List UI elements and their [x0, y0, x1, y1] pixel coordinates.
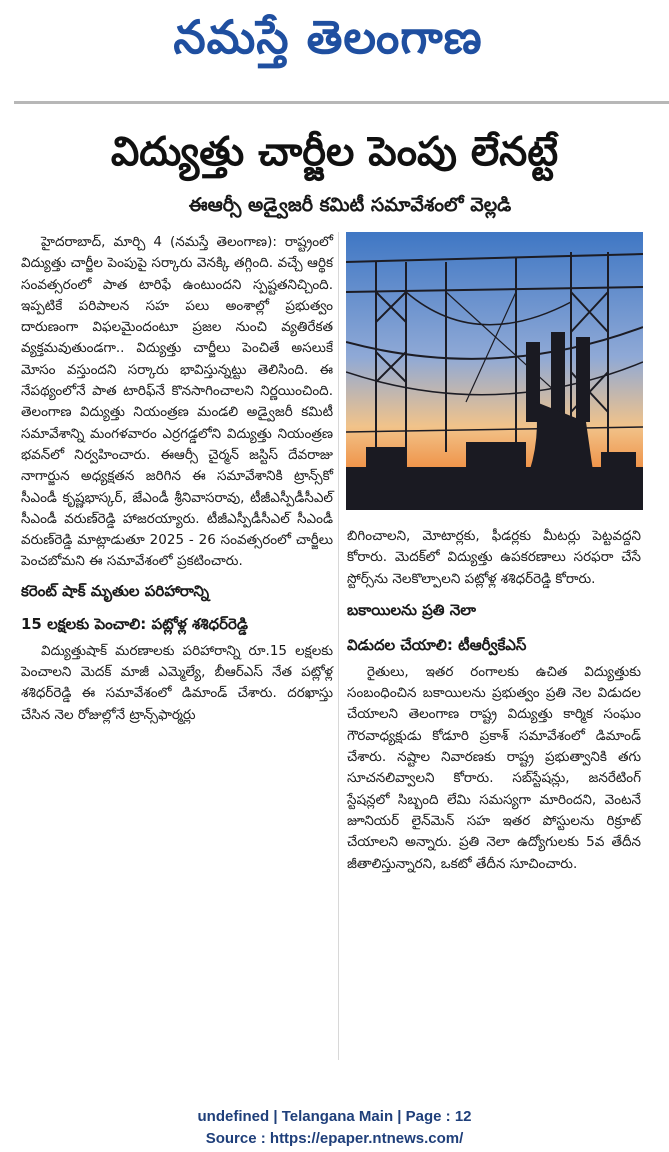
cross-heading-line2: విడుదల చేయాలి: టీఆర్వీకేఎస్: [347, 635, 527, 654]
article-paragraph: బిగించాలని, మోటార్లకు, ఫీడర్లకు మీటర్లు పెట్టవద్దని కోరారు. మెదక్‌లో విద్యుత్తు ఉపకరణాలు సరఫరా చేసే స్టోర్స్‌ను నెలకొల్పాలని పట్లోళ్ల శశిధర్‌రెడ్డి కోరారు.: [347, 528, 641, 587]
cross-heading-line2: 15 లక్షలకు పెంచాలి: పట్లోళ్ల శశిధర్‌రెడ్డి: [21, 614, 249, 633]
article-paragraph: హైదరాబాద్, మార్చి 4 (నమస్తే తెలంగాణ): రాష్ట్రంలో విద్యుత్తు చార్జీల పెంపుపై సర్కారు వెనక్కి తగ్గింది. వచ్చే ఆర్థిక సంవత్సరంలో పాత టారిఫే ఉంటుందని స్పష్టతనిచ్చింది. ఇప్పటికే పరిపాలన సహ పలు అంశాల్లో ప్రభుత్వం దారుణంగా విఫలమైందంటూ ప్రజల నుంచి వ్యతిరేకత వ్యక్తమవుతుండగా.. విద్యుత్తు చార్జీలు పెంచితే అసలుకే మోసం వస్తుందని సర్కారు భావిస్తున్నట్టు తెలిసింది. ఈ నేపథ్యంలోనే పాత టారిఫ్‌నే కొనసాగించాలని నిర్ణయించింది. తెలంగాణ విద్యుత్తు నియంత్రణ మండలి అడ్వైజరీ కమిటీ సమావేశాన్ని మంగళవారం ఎర్రగడ్డలోని విద్యుత్తు నియంత్రణ భవన్‌లో నిర్వహించారు. ఈఆర్సీ చైర్మన్ జస్టిస్ దేవరాజు నాగార్జున అధ్యక్షతన జరిగిన ఈ సమావేశానికి ట్రాన్స్‌కో సీఎండీ కృష్ణభాస్కర్, జేఎండీ శ్రీనివాసరావు, టీజీఎస్పీడీసీఎల్ సీఎండీ వరుణ్‌రెడ్డి హాజరయ్యారు. టీజీఎస్పీడీసీఎల్ సీఎండీ వరుణ్‌రెడ్డి మాట్లాడుతూ 2025 - 26 సంవత్సరంలో చార్జీలు పెంచబోమని ఈ సమావేశంలో ప్రకటించారు.: [21, 234, 333, 570]
footer-edition-info: undefined | Telangana Main | Page : 12: [197, 1108, 472, 1125]
cross-heading-line1: బకాయిలను ప్రతి నెలా: [347, 600, 476, 619]
cross-heading-line1: కరెంట్ షాక్ మృతుల పరిహారాన్ని: [21, 581, 210, 600]
article-headline: విద్యుత్తు చార్జీల పెంపు లేనట్టే: [110, 129, 559, 175]
newspaper-logo: నమస్తే తెలంగాణ: [173, 10, 483, 64]
article-paragraph: రైతులు, ఇతర రంగాలకు ఉచిత విద్యుత్తుకు సంబంధించిన బకాయిలను ప్రభుత్వం ప్రతి నెల విడుదల చేయాలని తెలంగాణ రాష్ట్ర విద్యుత్తు కార్మిక సంఘం గౌరవాధ్యక్షుడు కోడూరి ప్రకాశ్ సమావేశంలో డిమాండ్ చేశారు. నష్టాల నివారణకు రాష్ట్ర ప్రభుత్వానికి తగు సూచనలివ్వాలని కోరారు. సబ్‌స్టేషన్లు, జనరేటింగ్ స్టేషన్లలో సిబ్బంది లేమి సమస్యగా మారిందని, వెంటనే జూనియర్ లైన్‌మెన్ సహ ఇతర పోస్టులను రిక్రూట్ చేయాలని అన్నారు. ప్రతి నెలా ఉద్యోగులకు 5వ తేదీన జీతాలిస్తున్నారని, ఒకటో తేదీన సూచించారు.: [347, 663, 641, 872]
article-subheadline: ఈఆర్సీ అడ్వైజరీ కమిటీ సమావేశంలో వెల్లడి: [188, 194, 512, 216]
article-paragraph: విద్యుత్తుషాక్ మరణాలకు పరిహారాన్ని రూ.15 లక్షలకు పెంచాలని మెదక్ మాజీ ఎమ్మెల్యే, బీఆర్‌ఎస్ నేత పట్లోళ్ల శశిధర్‌రెడ్డి ఈ సమావేశంలో డిమాండ్ చేశారు. దరఖాస్తు చేసిన నెల రోజుల్లోనే ట్రాన్స్‌ఫార్మర్లు: [21, 642, 333, 723]
article-right-column: [347, 526, 641, 875]
page-footer: [0, 1106, 669, 1150]
masthead-divider: [14, 101, 669, 104]
substation-photo: [346, 232, 643, 510]
article-left-column: [21, 232, 333, 726]
masthead: [0, 0, 669, 104]
column-divider: [338, 232, 339, 1060]
footer-source-link[interactable]: Source : https://epaper.ntnews.com/: [205, 1130, 464, 1147]
